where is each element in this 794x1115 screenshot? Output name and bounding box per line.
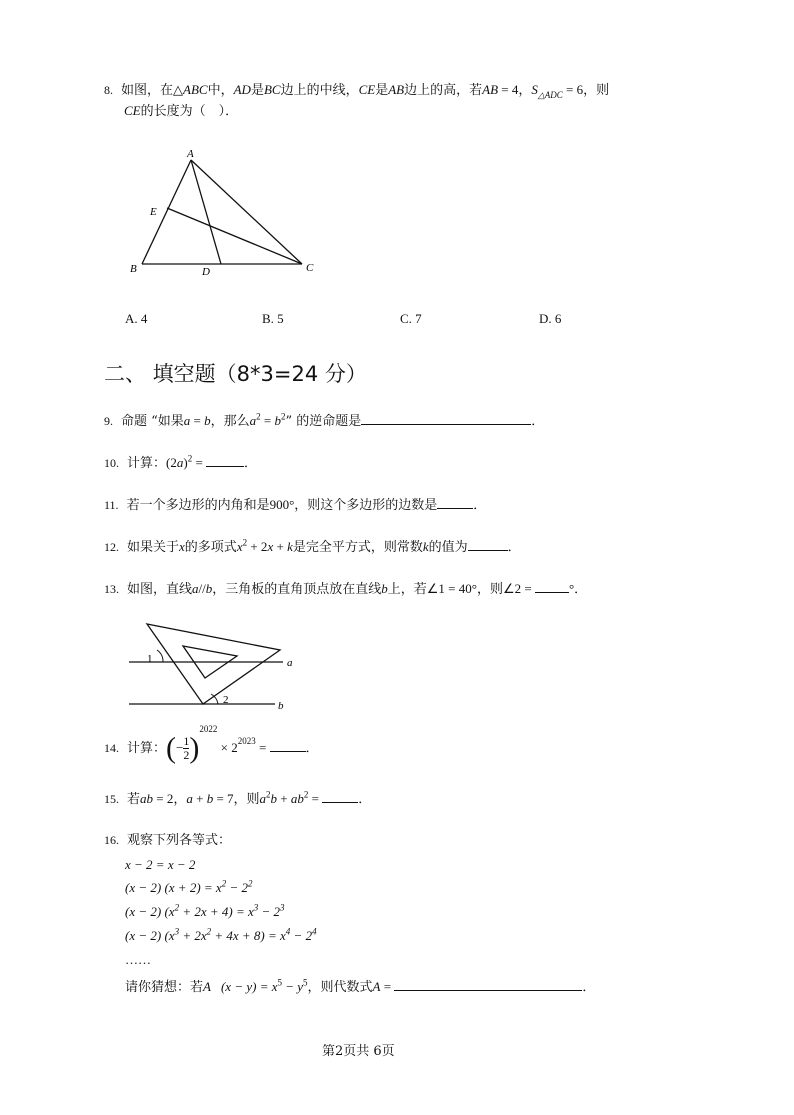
var-a: a	[176, 455, 184, 470]
q11-degree: 900°	[269, 497, 295, 512]
q15-end: ．	[358, 792, 372, 807]
q16-eq-line4	[125, 926, 317, 946]
q15-exp: 2	[266, 789, 271, 800]
fraction-denominator: 2	[183, 748, 190, 762]
q14-exp1: 2022	[199, 724, 218, 734]
q11-text: ，则这个多边形的边数是	[294, 498, 438, 513]
q11	[104, 494, 486, 516]
q16-sup: 5	[303, 977, 308, 988]
var-bc: BC	[263, 82, 281, 97]
q8-line2	[124, 101, 238, 122]
q16-eq-line1: x − 2 = x − 2	[125, 857, 196, 872]
parallel-symbol: //	[198, 581, 206, 596]
q9-exp: 2	[280, 411, 286, 422]
q16-sup: 2	[174, 902, 180, 913]
q12-number: 12.	[104, 540, 119, 554]
q9-eq: =	[260, 413, 275, 428]
q10-text: 计算：	[127, 456, 167, 471]
page-footer: 第2页共 6页	[322, 1044, 395, 1059]
var-b: b	[206, 791, 214, 806]
q10-expr: )	[183, 455, 188, 470]
q12-text: 的多项式	[184, 540, 237, 555]
var-b: b	[204, 413, 211, 428]
q13-answer-blank[interactable]	[535, 578, 569, 593]
q8-text: 边上的中线，	[280, 83, 359, 98]
q9-answer-blank[interactable]	[361, 410, 531, 425]
var-a: a	[192, 581, 199, 596]
q10-expr: (2	[166, 455, 177, 470]
var-abc: ABC	[183, 82, 208, 97]
angle-label-2: 2	[223, 694, 229, 706]
q13-text: ，则	[476, 582, 503, 597]
var-k: k	[287, 539, 293, 554]
q15-answer-blank[interactable]	[322, 788, 358, 803]
q15-number: 15.	[104, 792, 119, 806]
line-label-b: b	[278, 700, 284, 712]
q16-l4-part: − 2	[290, 928, 313, 943]
q16-l2-part: − 2	[226, 880, 248, 895]
q8-text: 是	[250, 83, 264, 98]
fraction-numerator: 1	[183, 734, 190, 748]
q8-triangle-figure	[120, 142, 330, 282]
var-b: b	[274, 413, 281, 428]
var-a-upper: A	[372, 979, 381, 994]
q13-number: 13.	[104, 582, 119, 596]
var-x: x	[236, 539, 243, 554]
q8-text: 如图，在	[121, 83, 174, 98]
var-a-upper: A	[203, 979, 211, 994]
q8-text: 边上的高，若	[404, 83, 483, 98]
var-ab: ab	[290, 791, 304, 806]
var-ab: ab	[140, 791, 154, 806]
q9-text: 命题 “如果	[121, 414, 184, 429]
q15-eq: +	[277, 791, 291, 806]
triangle-symbol: △	[173, 82, 184, 97]
q14-exp2: 2023	[237, 736, 256, 746]
var-ce: CE	[124, 103, 141, 118]
q10-number: 10.	[104, 456, 119, 470]
var-ad: AD	[233, 82, 251, 97]
q10	[104, 452, 257, 474]
q10-answer-blank[interactable]	[206, 452, 244, 467]
q16-ellipsis: ……	[125, 952, 151, 967]
q8-number: 8.	[104, 83, 113, 97]
q8-option-a[interactable]: A. 4	[125, 311, 148, 326]
q16-sup: 3	[253, 902, 259, 913]
label-c: C	[306, 262, 314, 274]
q14-times: × 2	[217, 740, 238, 755]
q13-angle2: ∠2 =	[502, 581, 535, 596]
q9-text: ” 的逆命题是	[285, 414, 362, 429]
q16-l4-part: + 4x + 8) = x	[211, 928, 286, 943]
q16-sup: 2	[247, 878, 253, 889]
q13-text: ，三角板的直角顶点放在直线	[212, 582, 382, 597]
q12-answer-blank[interactable]	[468, 536, 508, 551]
var-b: b	[270, 791, 278, 806]
left-paren: (	[166, 731, 177, 765]
q8-line1	[104, 80, 609, 101]
q12-text: 的值为	[428, 540, 468, 555]
q12-end: ．	[507, 540, 521, 555]
q14-eq: =	[255, 740, 270, 755]
q12-poly: + 2	[247, 539, 268, 554]
var-s: S	[531, 82, 538, 97]
q15-text: 若	[127, 792, 141, 807]
q8-eq: = 4，	[498, 82, 532, 97]
q11-end: ．	[473, 498, 487, 513]
q12-text: 是完全平方式，则常数	[292, 540, 423, 555]
var-ce: CE	[358, 82, 376, 97]
minus-sign: −	[176, 740, 184, 755]
q16-sup: 2	[221, 878, 227, 889]
q8-option-d[interactable]: D. 6	[539, 311, 562, 326]
q15-exp: 2	[303, 789, 309, 800]
q16-text: ，则代数式	[307, 980, 373, 995]
q16-eq-line3	[125, 902, 285, 922]
var-x: x	[267, 539, 274, 554]
q16-eq-line2	[125, 878, 252, 898]
q9-number: 9.	[104, 414, 113, 428]
q16-intro	[104, 830, 231, 851]
label-d: D	[202, 266, 210, 278]
label-b: B	[130, 263, 137, 275]
var-a: a	[249, 413, 257, 428]
q16-sup: 3	[280, 902, 285, 913]
section-title: 二、 填空题（8*3=24 分）	[104, 362, 367, 386]
angle-label-1: 1	[147, 653, 153, 665]
var-a: a	[259, 791, 267, 806]
line-label-a: a	[287, 657, 293, 669]
q15-eq: = 2，	[153, 791, 187, 806]
q16-l3-part: (x − 2) (x	[125, 904, 175, 919]
q16-sup: 3	[174, 926, 180, 937]
q8-text: 是	[375, 83, 389, 98]
q9-exp: 2	[256, 411, 261, 422]
q16-end: ．	[582, 980, 596, 995]
q15-eq: = 7，则	[213, 791, 260, 806]
q14-text: 计算：	[127, 741, 167, 756]
q13-text: 上，若	[387, 582, 427, 597]
q8-text: 的长度为（ ）．	[140, 104, 239, 119]
q14-number: 14.	[104, 741, 119, 755]
q11-number: 11.	[104, 498, 119, 512]
var-ab: AB	[388, 82, 405, 97]
q10-end: ．	[244, 456, 258, 471]
q16-l4-part: + 2x	[179, 928, 207, 943]
q8-eq: = 6，则	[562, 82, 610, 97]
q16-l3-part: − 2	[258, 904, 281, 919]
q8-option-c[interactable]: C. 7	[400, 311, 422, 326]
q16-l3-part: + 2x + 4) = x	[179, 904, 254, 919]
q10-eq: =	[192, 455, 207, 470]
q13-text: 如图，直线	[127, 582, 193, 597]
q16-sup: 4	[312, 926, 317, 937]
q13-triangle-ruler-figure	[125, 618, 305, 718]
q13-end: °．	[568, 581, 588, 596]
q14-end: ．	[305, 741, 319, 756]
q12-poly: +	[273, 539, 288, 554]
label-a: A	[187, 148, 194, 160]
var-a: a	[183, 413, 191, 428]
q16-eq: =	[380, 979, 395, 994]
q9-text: ，那么	[210, 414, 250, 429]
q14	[104, 724, 319, 769]
q11-text: 若一个多边形的内角和是	[126, 498, 270, 513]
right-paren: )	[189, 731, 200, 765]
q10-exp: 2	[187, 453, 193, 464]
q16-text: 观察下列各等式：	[127, 833, 232, 848]
var-b: b	[381, 581, 388, 596]
q15-eq: +	[192, 791, 207, 806]
q13	[104, 578, 587, 600]
q12	[104, 536, 521, 558]
var-s-sub: △ADC	[537, 89, 563, 100]
q9-end: ．	[531, 414, 545, 429]
q15-eq: =	[308, 791, 323, 806]
var-x: x	[179, 539, 185, 554]
q12-text: 如果关于	[127, 540, 180, 555]
q16-expr: (x − y) = x	[220, 979, 278, 994]
q16-text: 请你猜想：若	[125, 980, 204, 995]
q8-option-b[interactable]: B. 5	[262, 311, 284, 326]
q15	[104, 788, 371, 810]
var-a: a	[186, 791, 193, 806]
q13-angle1: ∠1 = 40°	[426, 581, 477, 596]
var-b: b	[205, 581, 213, 596]
q9	[104, 410, 544, 432]
q9-eq: =	[190, 413, 205, 428]
var-k: k	[422, 539, 429, 554]
q16-sup: 4	[285, 926, 291, 937]
q16-number: 16.	[104, 833, 119, 847]
q16-l4-part: (x − 2) (x	[125, 928, 175, 943]
q12-exp: 2	[242, 537, 248, 548]
q16-sup: 2	[206, 926, 212, 937]
q11-answer-blank[interactable]	[437, 494, 473, 509]
var-ab: AB	[482, 82, 499, 97]
q16-sup: 5	[277, 977, 282, 988]
q8-text: 中，	[207, 83, 234, 98]
q16-answer-blank[interactable]	[394, 976, 582, 991]
q16-guess	[125, 976, 595, 998]
q16-expr: − y	[281, 979, 304, 994]
label-e: E	[150, 206, 157, 218]
q14-answer-blank[interactable]	[270, 737, 306, 752]
q16-l2-part: (x − 2) (x + 2) = x	[125, 880, 222, 895]
